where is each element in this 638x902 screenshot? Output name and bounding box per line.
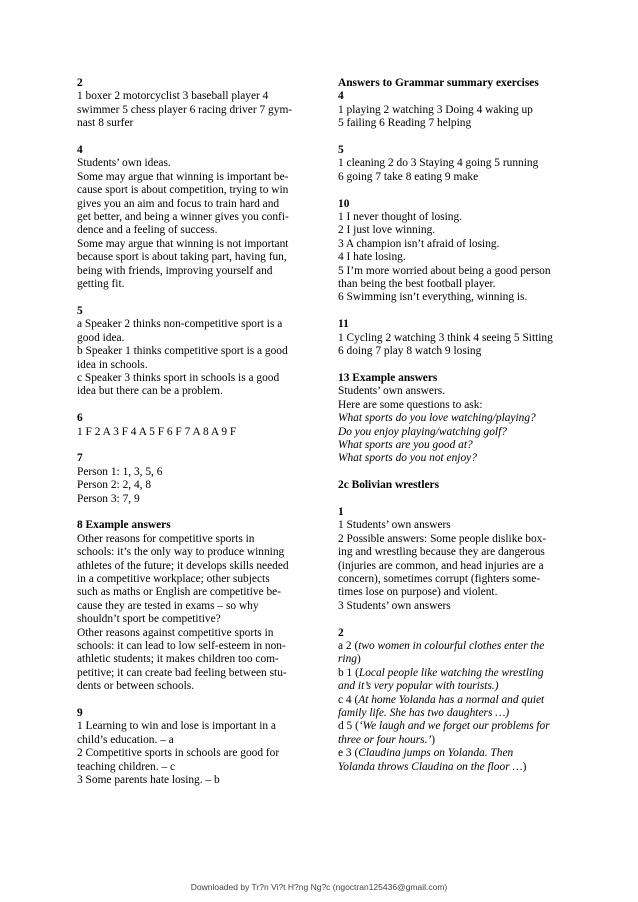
answer-line: getting fit.	[77, 278, 125, 291]
exercise-number: 4	[77, 144, 83, 157]
answer-key: )	[522, 760, 527, 773]
answer-line: because sport is about taking part, having fun,	[77, 251, 287, 264]
quote-text: family life. She has two daughters …)	[338, 706, 510, 719]
answer-key: b 1 (	[338, 666, 359, 679]
download-footer: Downloaded by Tr?n Vi?t H?ng Ng?c (ngoctran125436@gmail.com)	[190, 882, 448, 892]
exercise-number: 2	[338, 626, 344, 639]
answer-key: a 2 (	[338, 639, 359, 652]
exercise-number: 11	[338, 318, 349, 331]
quote-text: Yolanda throws Claudina on the floor …	[338, 760, 523, 773]
example-question: Do you enjoy playing/watching golf?	[338, 425, 507, 438]
answer-line: 6 doing 7 play 8 watch 9 losing	[338, 345, 482, 358]
answer-line: 1 Learning to win and lose is important in a	[77, 720, 276, 733]
answer-line: 1 cleaning 2 do 3 Staying 4 going 5 running	[338, 157, 539, 170]
answer-line: Here are some questions to ask:	[338, 398, 483, 411]
example-question: What sports are you good at?	[338, 438, 473, 451]
answer-line: ing and wrestling because they are dangerous	[338, 546, 545, 559]
answer-line: dence and a feeling of success.	[77, 224, 218, 237]
answer-line: in a competitive workplace; other subjects	[77, 572, 270, 585]
exercise-number: 1	[338, 505, 344, 518]
answer-line: Some may argue that winning is not important	[77, 237, 289, 250]
answer-line: 2 Possible answers: Some people dislike box-	[338, 532, 547, 545]
answer-line: Person 2: 2, 4, 8	[77, 479, 152, 492]
exercise-section	[338, 479, 560, 492]
exercise-section	[338, 318, 560, 358]
answer-line: athletes of the future; it develops skills needed	[77, 559, 289, 572]
exercise-number: 4	[338, 90, 344, 103]
answer-key: e 3 (	[338, 747, 359, 760]
answer-line: than being the best football player.	[338, 278, 496, 291]
exercise-section	[338, 506, 560, 613]
answer-line	[338, 667, 560, 680]
exercise-section	[338, 627, 560, 774]
answer-line: 3 A champion isn’t afraid of losing.	[338, 237, 500, 250]
exercise-section	[338, 77, 560, 131]
answer-line: teaching children. – c	[77, 760, 176, 773]
answer-line: 4 I hate losing.	[338, 251, 406, 264]
answer-line: 1 F 2 A 3 F 4 A 5 F 6 F 7 A 8 A 9 F	[77, 425, 237, 438]
answer-line	[338, 747, 560, 760]
exercise-section	[338, 372, 560, 466]
answer-line: 6 going 7 take 8 eating 9 make	[338, 170, 479, 183]
quote-text: two women in colourful clothes enter the	[358, 639, 545, 652]
answer-line: shouldn’t sport be competitive?	[77, 613, 221, 626]
exercise-section	[77, 452, 302, 506]
exercise-number: 13 Example answers	[338, 371, 438, 384]
answer-line: 1 Students’ own answers	[338, 519, 451, 532]
exercise-number: 9	[77, 707, 83, 719]
exercise-section	[77, 412, 302, 439]
answer-line: Some may argue that winning is important be-	[77, 170, 289, 183]
answer-line	[338, 734, 560, 747]
exercise-number: 6	[77, 412, 83, 425]
answer-line: a Speaker 2 thinks non-competitive sport is a	[77, 318, 283, 331]
exercise-number: 5	[77, 304, 83, 317]
answer-line: b Speaker 1 thinks competitive sport is a good	[77, 345, 288, 358]
answer-line: Person 1: 1, 3, 5, 6	[77, 465, 163, 478]
answer-line: 3 Students’ own answers	[338, 599, 451, 612]
answer-line: 2 I just love winning.	[338, 224, 436, 237]
answer-line: being with friends, improving yourself and	[77, 264, 273, 277]
answer-line: Students’ own answers.	[338, 385, 446, 398]
exercise-number: 2c Bolivian wrestlers	[338, 479, 440, 492]
quote-text: At home Yolanda has a normal and quiet	[358, 693, 545, 706]
answer-line: gives you an aim and focus to train hard and	[77, 197, 280, 210]
example-question: What sports do you love watching/playing?	[338, 412, 536, 425]
answer-line: child’s education. – a	[77, 733, 174, 746]
answer-line	[338, 761, 560, 774]
answer-line: concern), sometimes corrupt (fighters some-	[338, 572, 541, 585]
exercise-section	[77, 707, 302, 787]
answer-line: c Speaker 3 thinks sport in schools is a good	[77, 371, 280, 384]
answer-line: Other reasons for competitive sports in	[77, 532, 255, 545]
answer-line: 3 Some parents hate losing. – b	[77, 774, 220, 787]
answer-key: d 5 (	[338, 720, 359, 733]
answer-line	[338, 680, 560, 693]
right-column	[338, 77, 560, 787]
answer-line: nast 8 surfer	[77, 117, 134, 130]
quote-text: three or four hours.’	[338, 733, 432, 746]
exercise-number: 2	[77, 77, 83, 89]
exercise-number: 10	[338, 197, 350, 210]
answer-line	[338, 694, 560, 707]
answer-key: )	[357, 653, 361, 666]
exercise-section	[338, 198, 560, 305]
quote-text: Claudina jumps on Yolanda. Then	[358, 747, 514, 760]
answer-line: 6 Swimming isn’t everything, winning is.	[338, 291, 528, 304]
answer-line: Person 3: 7, 9	[77, 492, 140, 505]
answer-line: cause sport is about competition, trying to win	[77, 184, 289, 197]
answer-key: )	[431, 733, 436, 746]
answer-line: 1 Cycling 2 watching 3 think 4 seeing 5 Sitting	[338, 331, 553, 344]
left-column	[77, 77, 302, 801]
answer-line	[338, 653, 560, 666]
answer-line: 1 boxer 2 motorcyclist 3 baseball player 4	[77, 90, 269, 103]
answer-line: cause they are tested in exams – so why	[77, 599, 259, 612]
exercise-section	[77, 519, 302, 693]
exercise-section	[77, 77, 302, 131]
answer-line: petitive; it can create bad feeling between stu-	[77, 666, 287, 679]
answer-line: such as maths or English are competitive be-	[77, 586, 282, 599]
answer-line: 1 I never thought of losing.	[338, 211, 463, 224]
answer-line	[338, 640, 560, 653]
answer-line: times lose on purpose) and violent.	[338, 586, 498, 599]
answer-line: swimmer 5 chess player 6 racing driver 7 gym-	[77, 103, 293, 116]
answer-line	[338, 707, 560, 720]
exercise-section	[77, 144, 302, 291]
answer-line: idea in schools.	[77, 358, 148, 371]
answer-line: Other reasons against competitive sports in	[77, 626, 274, 639]
answer-line: schools: it’s the only way to produce winning	[77, 546, 285, 559]
answer-line: 5 failing 6 Reading 7 helping	[338, 117, 472, 130]
quote-text: Local people like watching the wrestling	[358, 666, 544, 679]
exercise-section	[77, 305, 302, 399]
section-title: Answers to Grammar summary exercises	[338, 77, 539, 89]
exercise-number: 5	[338, 144, 344, 157]
quote-text: ‘We laugh and we forget our problems for	[358, 720, 550, 733]
answer-line: (injuries are common, and head injuries are a	[338, 559, 544, 572]
quote-text: ring	[338, 653, 357, 666]
answer-line: athletic students; it makes children too com-	[77, 653, 279, 666]
exercise-section	[338, 144, 560, 184]
answer-line: dents or between schools.	[77, 680, 195, 693]
answer-line: idea but there can be a problem.	[77, 385, 223, 398]
quote-text: and it’s very popular with tourists.)	[338, 680, 499, 693]
exercise-number: 7	[77, 452, 83, 465]
answer-line: 5 I’m more worried about being a good person	[338, 264, 551, 277]
answer-line: schools: it can lead to low self-esteem in non-	[77, 639, 286, 652]
answer-line: get better, and being a winner gives you confi-	[77, 211, 289, 224]
answer-line: 2 Competitive sports in schools are good for	[77, 747, 280, 760]
answer-line	[338, 720, 560, 733]
exercise-number: 8 Example answers	[77, 519, 171, 532]
answer-key: c 4 (	[338, 693, 359, 706]
example-question: What sports do you not enjoy?	[338, 452, 477, 465]
answer-line: 1 playing 2 watching 3 Doing 4 waking up	[338, 103, 533, 116]
answer-line: good idea.	[77, 331, 125, 344]
answer-line: Students’ own ideas.	[77, 157, 171, 170]
